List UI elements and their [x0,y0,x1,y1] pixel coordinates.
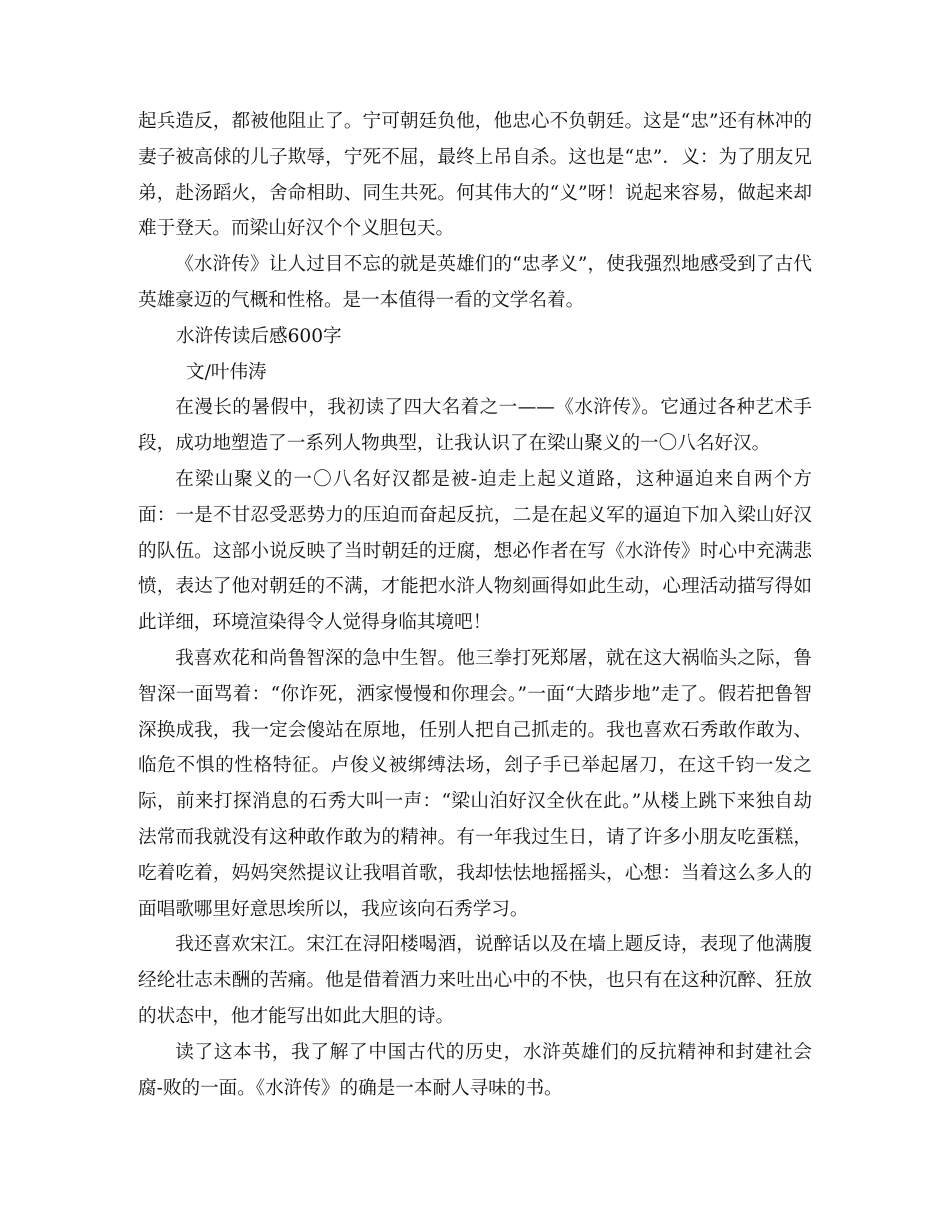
essay-title: 水浒传读后感600字 [176,325,342,347]
document-page [138,104,812,1106]
paragraph-song-jiang: 我还喜欢宋江。宋江在浔阳楼喝酒，说醉话以及在墙上题反诗，表现了他满腹经纶壮志未酬的苦痛。他是借着酒力来吐出心中的不快，也只有在这种沉醉、狂放的状态中，他才能写出如此大胆的诗。 [138,934,812,1027]
paragraph-continuation: 起兵造反，都被他阻止了。宁可朝廷负他，他忠心不负朝廷。这是“忠”还有林冲的妻子被高俅的儿子欺辱，宁死不屈，最终上吊自杀。这也是“忠”．义：为了朋友兄弟，赴汤蹈火，舍命相助、同生共死。何其伟大的“义”呀！说起来容易，做起来却难于登天。而梁山好汉个个义胆包天。 [138,111,812,240]
paragraph-conclusion: 读了这本书，我了解了中国古代的历史，水浒英雄们的反抗精神和封建社会腐-败的一面。《水浒传》的确是一本耐人寻味的书。 [138,1041,812,1099]
paragraph-intro: 在漫长的暑假中，我初读了四大名着之一——《水浒传》。它通过各种艺术手段，成功地塑造了一系列人物典型，让我认识了在梁山聚义的一〇八名好汉。 [138,397,812,455]
paragraph-summary: 《水浒传》让人过目不忘的就是英雄们的“忠孝义”，使我强烈地感受到了古代英雄豪迈的气概和性格。是一本值得一看的文学名着。 [138,254,812,311]
essay-author: 文/叶伟涛 [186,361,267,383]
paragraph-lu-zhishen: 我喜欢花和尚鲁智深的急中生智。他三拳打死郑屠，就在这大祸临头之际，鲁智深一面骂着：“你诈死，洒家慢慢和你理会。”一面“大踏步地”走了。假若把鲁智深换成我，我一定会傻站在原地，任别人把自己抓走的。我也喜欢石秀敢作敢为、临危不惧的性格特征。卢俊义被绑缚法场，刽子手已举起屠刀，在这千钧一发之际，前来打探消息的石秀大叫一声：“梁山泊好汉全伙在此。”从楼上跳下来独自劫法常而我就没有这种敢作敢为的精神。有一年我过生日，请了许多小朋友吃蛋糕，吃着吃着，妈妈突然提议让我唱首歌，我却怯怯地摇摇头，心想：当着这么多人的面唱歌哪里好意思埃所以，我应该向石秀学习。 [138,647,812,920]
paragraph-background: 在梁山聚义的一〇八名好汉都是被-迫走上起义道路，这种逼迫来自两个方面：一是不甘忍受恶势力的压迫而奋起反抗，二是在起义军的逼迫下加入梁山好汉的队伍。这部小说反映了当时朝廷的迂腐，想必作者在写《水浒传》时心中充满悲愤，表达了他对朝廷的不满，才能把水浒人物刻画得如此生动，心理活动描写得如此详细，环境渲染得令人觉得身临其境吧！ [138,468,812,634]
